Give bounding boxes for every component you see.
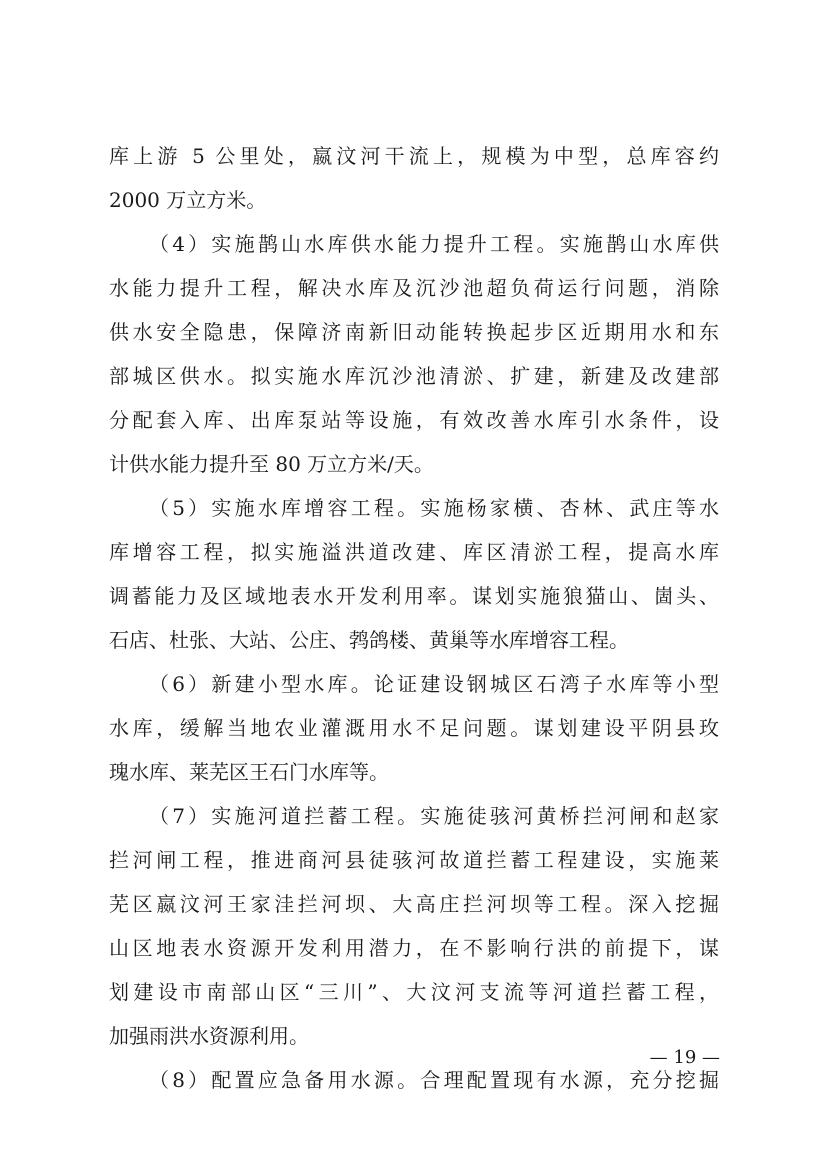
text-line: 库上游 5 公里处，嬴汶河干流上，规模为中型，总库容约 xyxy=(109,144,719,168)
page-number: — 19 — xyxy=(649,1047,720,1068)
paragraph-heading-line: （4）实施鹊山水库供水能力提升工程。实施鹊山水库供 xyxy=(149,232,719,256)
paragraph-heading-line: （8）配置应急备用水源。合理配置现有水源，充分挖掘 xyxy=(149,1068,719,1092)
text-line: 划建设市南部山区“三川”、大汶河支流等河道拦蓄工程， xyxy=(109,980,719,1004)
text-line: 拦河闸工程，推进商河县徒骇河故道拦蓄工程建设，实施莱 xyxy=(109,848,719,872)
text-line: 加强雨洪水资源利用。 xyxy=(109,1024,309,1048)
paragraph-heading-line: （5）实施水库增容工程。实施杨家横、杏林、武庄等水 xyxy=(149,496,719,520)
text-line: 供水安全隐患，保障济南新旧动能转换起步区近期用水和东 xyxy=(109,320,719,344)
text-line: 山区地表水资源开发利用潜力，在不影响行洪的前提下，谋 xyxy=(109,936,719,960)
text-line: 瑰水库、莱芜区王石门水库等。 xyxy=(109,760,389,784)
text-line: 部城区供水。拟实施水库沉沙池清淤、扩建，新建及改建部 xyxy=(109,364,719,388)
text-line: 水库，缓解当地农业灌溉用水不足问题。谋划建设平阴县玫 xyxy=(109,716,719,740)
text-line: 2000 万立方米。 xyxy=(109,188,267,212)
text-line: 库增容工程，拟实施溢洪道改建、库区清淤工程，提高水库 xyxy=(109,540,719,564)
text-line: 石店、杜张、大站、公庄、鹁鸽楼、黄巢等水库增容工程。 xyxy=(109,628,629,652)
paragraph-heading-line: （6）新建小型水库。论证建设钢城区石湾子水库等小型 xyxy=(149,672,719,696)
text-line: 调蓄能力及区域地表水开发利用率。谋划实施狼猫山、崮头、 xyxy=(109,584,719,608)
paragraph-heading-line: （7）实施河道拦蓄工程。实施徒骇河黄桥拦河闸和赵家 xyxy=(149,804,719,828)
text-line: 芜区嬴汶河王家洼拦河坝、大高庄拦河坝等工程。深入挖掘 xyxy=(109,892,719,916)
text-line: 计供水能力提升至 80 万立方米/天。 xyxy=(109,452,434,476)
text-line: 分配套入库、出库泵站等设施，有效改善水库引水条件，设 xyxy=(109,408,719,432)
body-text xyxy=(109,134,719,1102)
text-line: 水能力提升工程，解决水库及沉沙池超负荷运行问题，消除 xyxy=(109,276,719,300)
